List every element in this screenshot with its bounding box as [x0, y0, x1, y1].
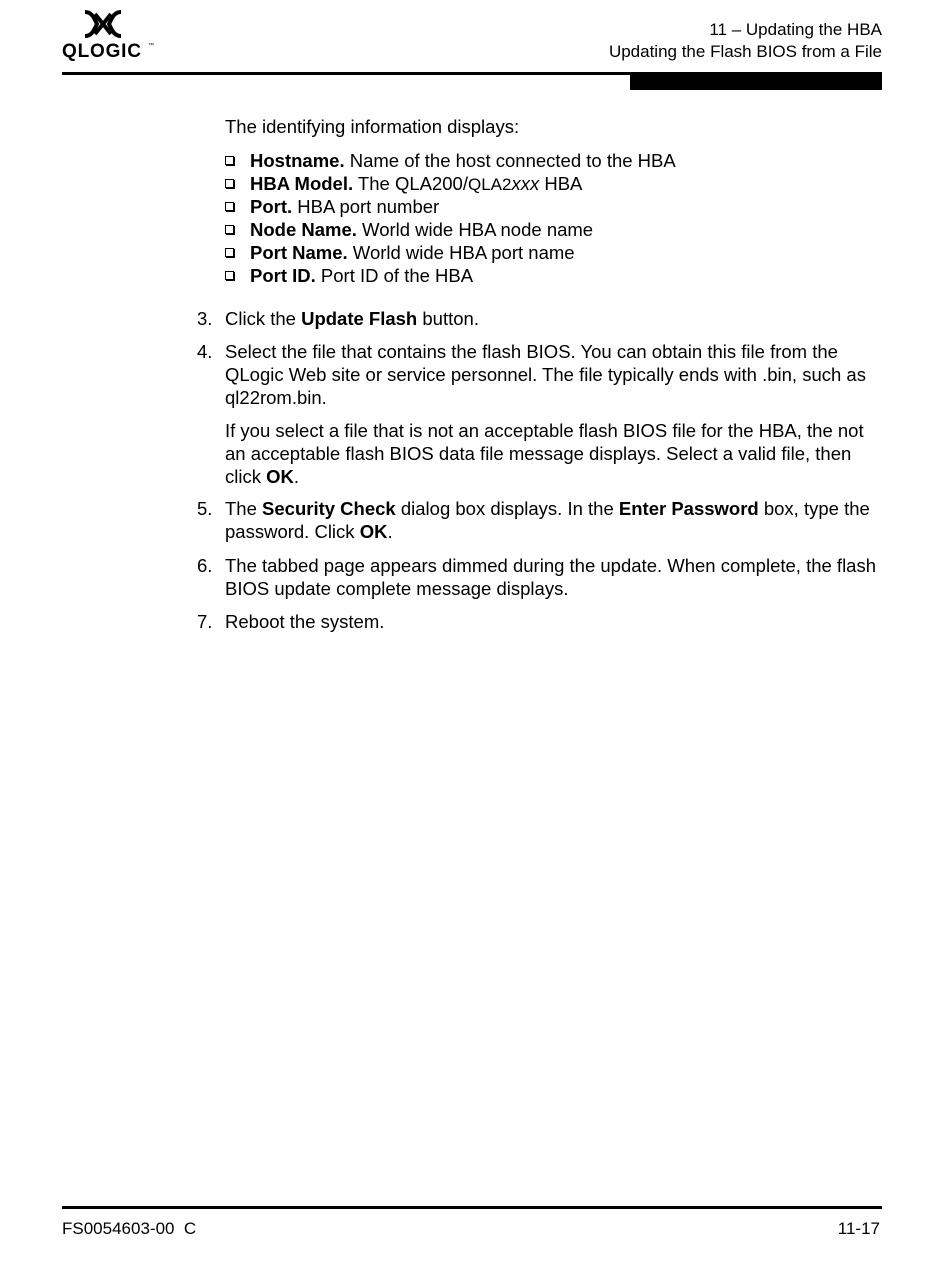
- bullet-term: Hostname.: [250, 150, 345, 171]
- bullet-text: Port ID of the HBA: [315, 265, 474, 286]
- step-text: The Security Check dialog box displays. In the Enter Password box, type the password. Click OK.: [225, 498, 870, 542]
- qlogic-logo-icon: [82, 10, 124, 38]
- logo-trademark: ™: [148, 43, 154, 49]
- step-number: 5.: [197, 498, 213, 519]
- step-text: Click the Update Flash button.: [225, 308, 479, 329]
- bullet-term: Port.: [250, 196, 293, 217]
- step-text: The tabbed page appears dimmed during the update. When complete, the flash BIOS update complete message displays.: [225, 555, 877, 599]
- bullet-term: HBA Model.: [250, 173, 354, 194]
- bullet-term: Node Name.: [250, 219, 357, 240]
- step-text: Reboot the system.: [225, 611, 385, 632]
- list-item: [225, 264, 676, 287]
- list-item: [225, 172, 676, 195]
- step-number: 4.: [197, 341, 213, 362]
- checkbox-bullet-icon: [225, 202, 234, 211]
- step-3: [197, 307, 887, 330]
- page-number: 11-17: [837, 1219, 880, 1238]
- bullet-text-model: QLA2: [467, 175, 512, 194]
- logo-wordmark: QLOGIC: [62, 41, 142, 62]
- document-id: FS0054603-00 C: [62, 1219, 197, 1238]
- step-number: 7.: [197, 611, 213, 632]
- checkbox-bullet-icon: [225, 248, 234, 257]
- step-text: Select the file that contains the flash BIOS. You can obtain this file from the QLogic Web site or service personnel. The file typically ends with .bin, such as ql22rom.bin.: [225, 341, 866, 408]
- step-4: [197, 340, 887, 409]
- step-5: [197, 497, 887, 543]
- info-bullet-list: [225, 149, 676, 287]
- header-tab-bar: [630, 75, 882, 90]
- checkbox-bullet-icon: [225, 179, 234, 188]
- bullet-text: World wide HBA node name: [356, 219, 594, 240]
- step-number: 3.: [197, 308, 213, 329]
- running-header: [609, 19, 882, 63]
- list-item: [225, 218, 676, 241]
- bullet-term: Port ID.: [250, 265, 316, 286]
- intro-text: The identifying information displays:: [225, 116, 520, 137]
- checkbox-bullet-icon: [225, 225, 234, 234]
- section-title: Updating the Flash BIOS from a File: [608, 42, 882, 61]
- bullet-text-model-var: xxx: [511, 173, 540, 194]
- bullet-text: World wide HBA port name: [347, 242, 575, 263]
- step-4-note: If you select a file that is not an acceptable flash BIOS file for the HBA, the not an acceptable flash BIOS data file message displays. Select a valid file, then click OK.: [225, 420, 864, 487]
- step-7: [197, 610, 887, 633]
- list-item: [225, 241, 676, 264]
- footer-rule: [62, 1206, 882, 1209]
- list-item: [225, 195, 676, 218]
- checkbox-bullet-icon: [225, 156, 234, 165]
- bullet-text: The QLA200/: [353, 173, 468, 194]
- bullet-text: HBA: [539, 173, 583, 194]
- bullet-text: HBA port number: [292, 196, 440, 217]
- step-6: [197, 554, 887, 600]
- qlogic-logo: [62, 10, 152, 62]
- bullet-term: Port Name.: [250, 242, 348, 263]
- list-item: [225, 149, 676, 172]
- step-number: 6.: [197, 555, 213, 576]
- chapter-title: 11 – Updating the HBA: [709, 20, 882, 39]
- bullet-text: Name of the host connected to the HBA: [344, 150, 676, 171]
- checkbox-bullet-icon: [225, 271, 234, 280]
